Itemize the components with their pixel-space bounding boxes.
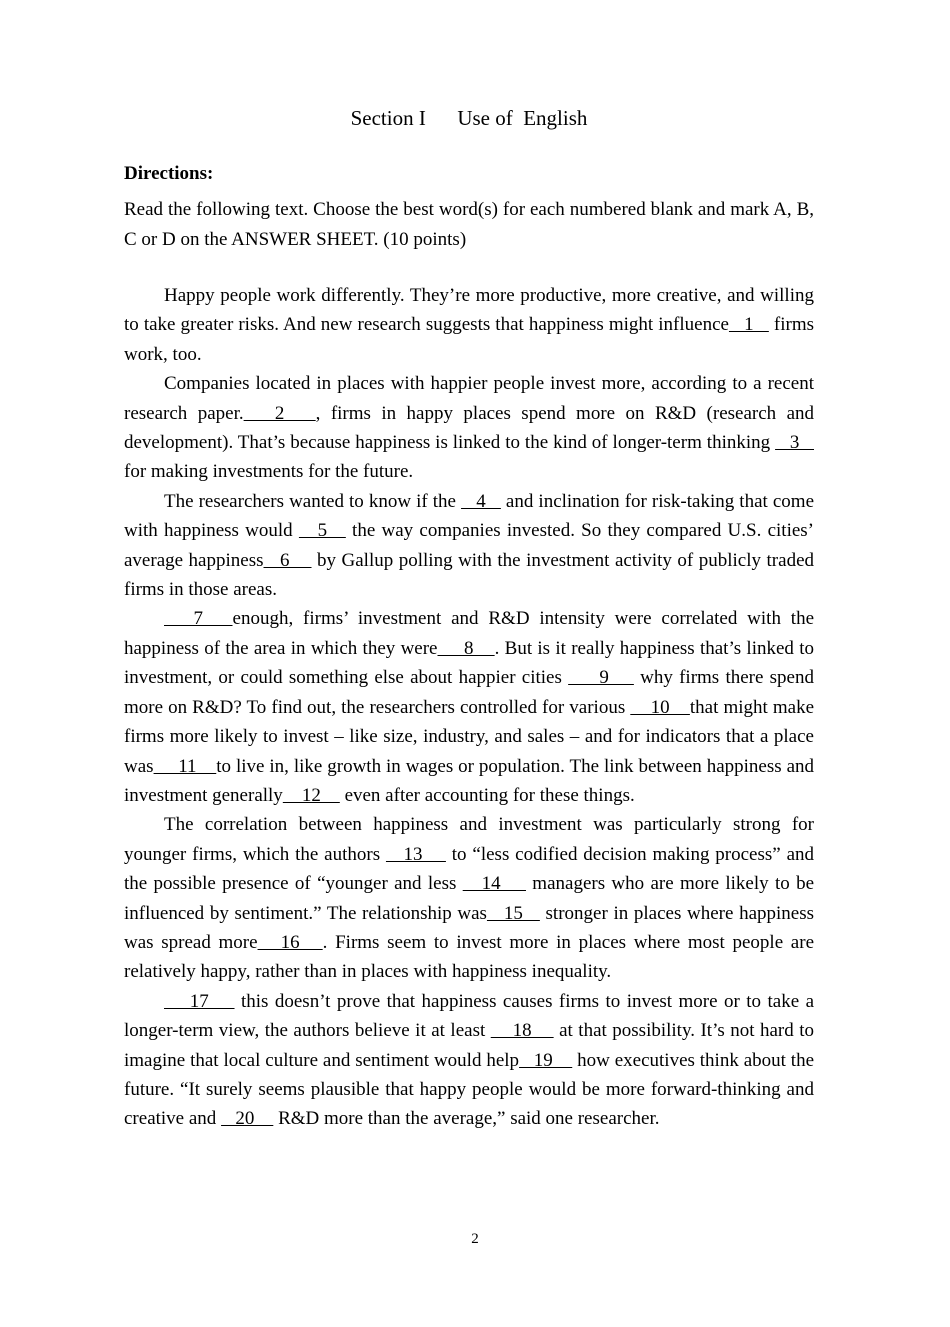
- text-run: even after accounting for these things.: [339, 784, 635, 806]
- text-run: the way companies invested. So they compared U.S. cities’ average happiness: [124, 520, 815, 571]
- blank-9: 9: [568, 667, 634, 689]
- blank-18: 18: [490, 1020, 554, 1042]
- text-run: why firms there spend more on R&D? To find out, the researchers controlled for various: [124, 667, 814, 718]
- text-run: . Firms seem to invest more in places where most people are relatively happy, rather than in places with happiness inequality.: [124, 931, 815, 983]
- blank-3: 3: [775, 432, 814, 454]
- text-run: and inclination for risk-taking that come with happiness would: [124, 490, 814, 542]
- blank-4: 4: [461, 490, 501, 512]
- paragraph-5: [124, 810, 814, 986]
- text-run: stronger in places where happiness was spread more: [124, 902, 814, 953]
- text-run: for making investments for the future.: [124, 461, 414, 483]
- text-run: that might make firms more likely to invest – like size, industry, and sales – and for indicators that a place was: [124, 696, 815, 777]
- text-run: . But is it really happiness that’s linked to investment, or could something else about happier cities: [124, 637, 814, 689]
- paragraph-1: [124, 281, 814, 369]
- directions-heading: Directions:: [124, 163, 214, 184]
- blank-10: 10: [630, 696, 690, 718]
- text-run: Happy people work differently. They’re more productive, more creative, and willing to take greater risks. And new research suggests that happiness might influence: [124, 285, 814, 336]
- text-run: how executives think about the future. “It surely seems plausible that happy people would be more forward-thinking and creative and: [124, 1049, 815, 1130]
- text-run: to “less codified decision making process” and the possible presence of “younger and less: [124, 843, 814, 895]
- blank-8: 8: [437, 637, 495, 659]
- text-run: by Gallup polling with the investment activity of publicly traded firms in those areas.: [124, 549, 814, 601]
- blank-12: 12: [282, 784, 340, 806]
- blank-15: 15: [486, 902, 540, 924]
- text-run: Companies located in places with happier people invest more, according to a recent research paper.: [124, 373, 814, 424]
- section-title: Section I Use of English: [350, 106, 588, 130]
- blank-1: 1: [728, 314, 769, 336]
- text-run: to live in, like growth in wages or population. The link between happiness and investment generally: [124, 755, 814, 806]
- blank-20: 20: [221, 1108, 274, 1130]
- passage: [124, 281, 814, 1134]
- text-run: this doesn’t prove that happiness causes firms to invest more or to take a longer-term view, the authors believe it at least: [124, 990, 815, 1042]
- directions-text: Read the following text. Choose the best word(s) for each numbered blank and mark A, B, C or D on the ANSWER SHEET. (10 points): [124, 199, 814, 250]
- blank-11: 11: [153, 755, 217, 777]
- blank-19: 19: [519, 1049, 573, 1071]
- text-run: firms work, too.: [124, 314, 815, 365]
- paragraph-4: [124, 604, 814, 810]
- paragraph-3: [124, 487, 814, 605]
- page-number: 2: [471, 1231, 479, 1247]
- blank-7: 7: [164, 608, 233, 630]
- paragraph-6: [124, 987, 814, 1134]
- blank-16: 16: [257, 931, 323, 953]
- text-run: enough, firms’ investment and R&D intensity were correlated with the happiness of the area in which they were: [124, 608, 815, 659]
- text-run: R&D more than the average,” said one researcher.: [273, 1108, 660, 1130]
- text-run: , firms in happy places spend more on R&D (research and development). That’s because happiness is linked to the kind of longer-term thinking: [124, 402, 815, 454]
- text-run: managers who are more likely to be influenced by sentiment.” The relationship was: [124, 873, 815, 924]
- paragraph-2: [124, 369, 814, 487]
- blank-14: 14: [462, 873, 526, 895]
- text-run: at that possibility. It’s not hard to imagine that local culture and sentiment would help: [124, 1020, 815, 1071]
- blank-2: 2: [243, 402, 316, 424]
- blank-5: 5: [298, 520, 346, 542]
- blank-6: 6: [263, 549, 312, 571]
- text-run: The researchers wanted to know if the: [164, 490, 462, 512]
- blank-17: 17: [164, 990, 235, 1012]
- blank-13: 13: [385, 843, 446, 865]
- text-run: The correlation between happiness and investment was particularly strong for younger firms, which the authors: [124, 814, 814, 865]
